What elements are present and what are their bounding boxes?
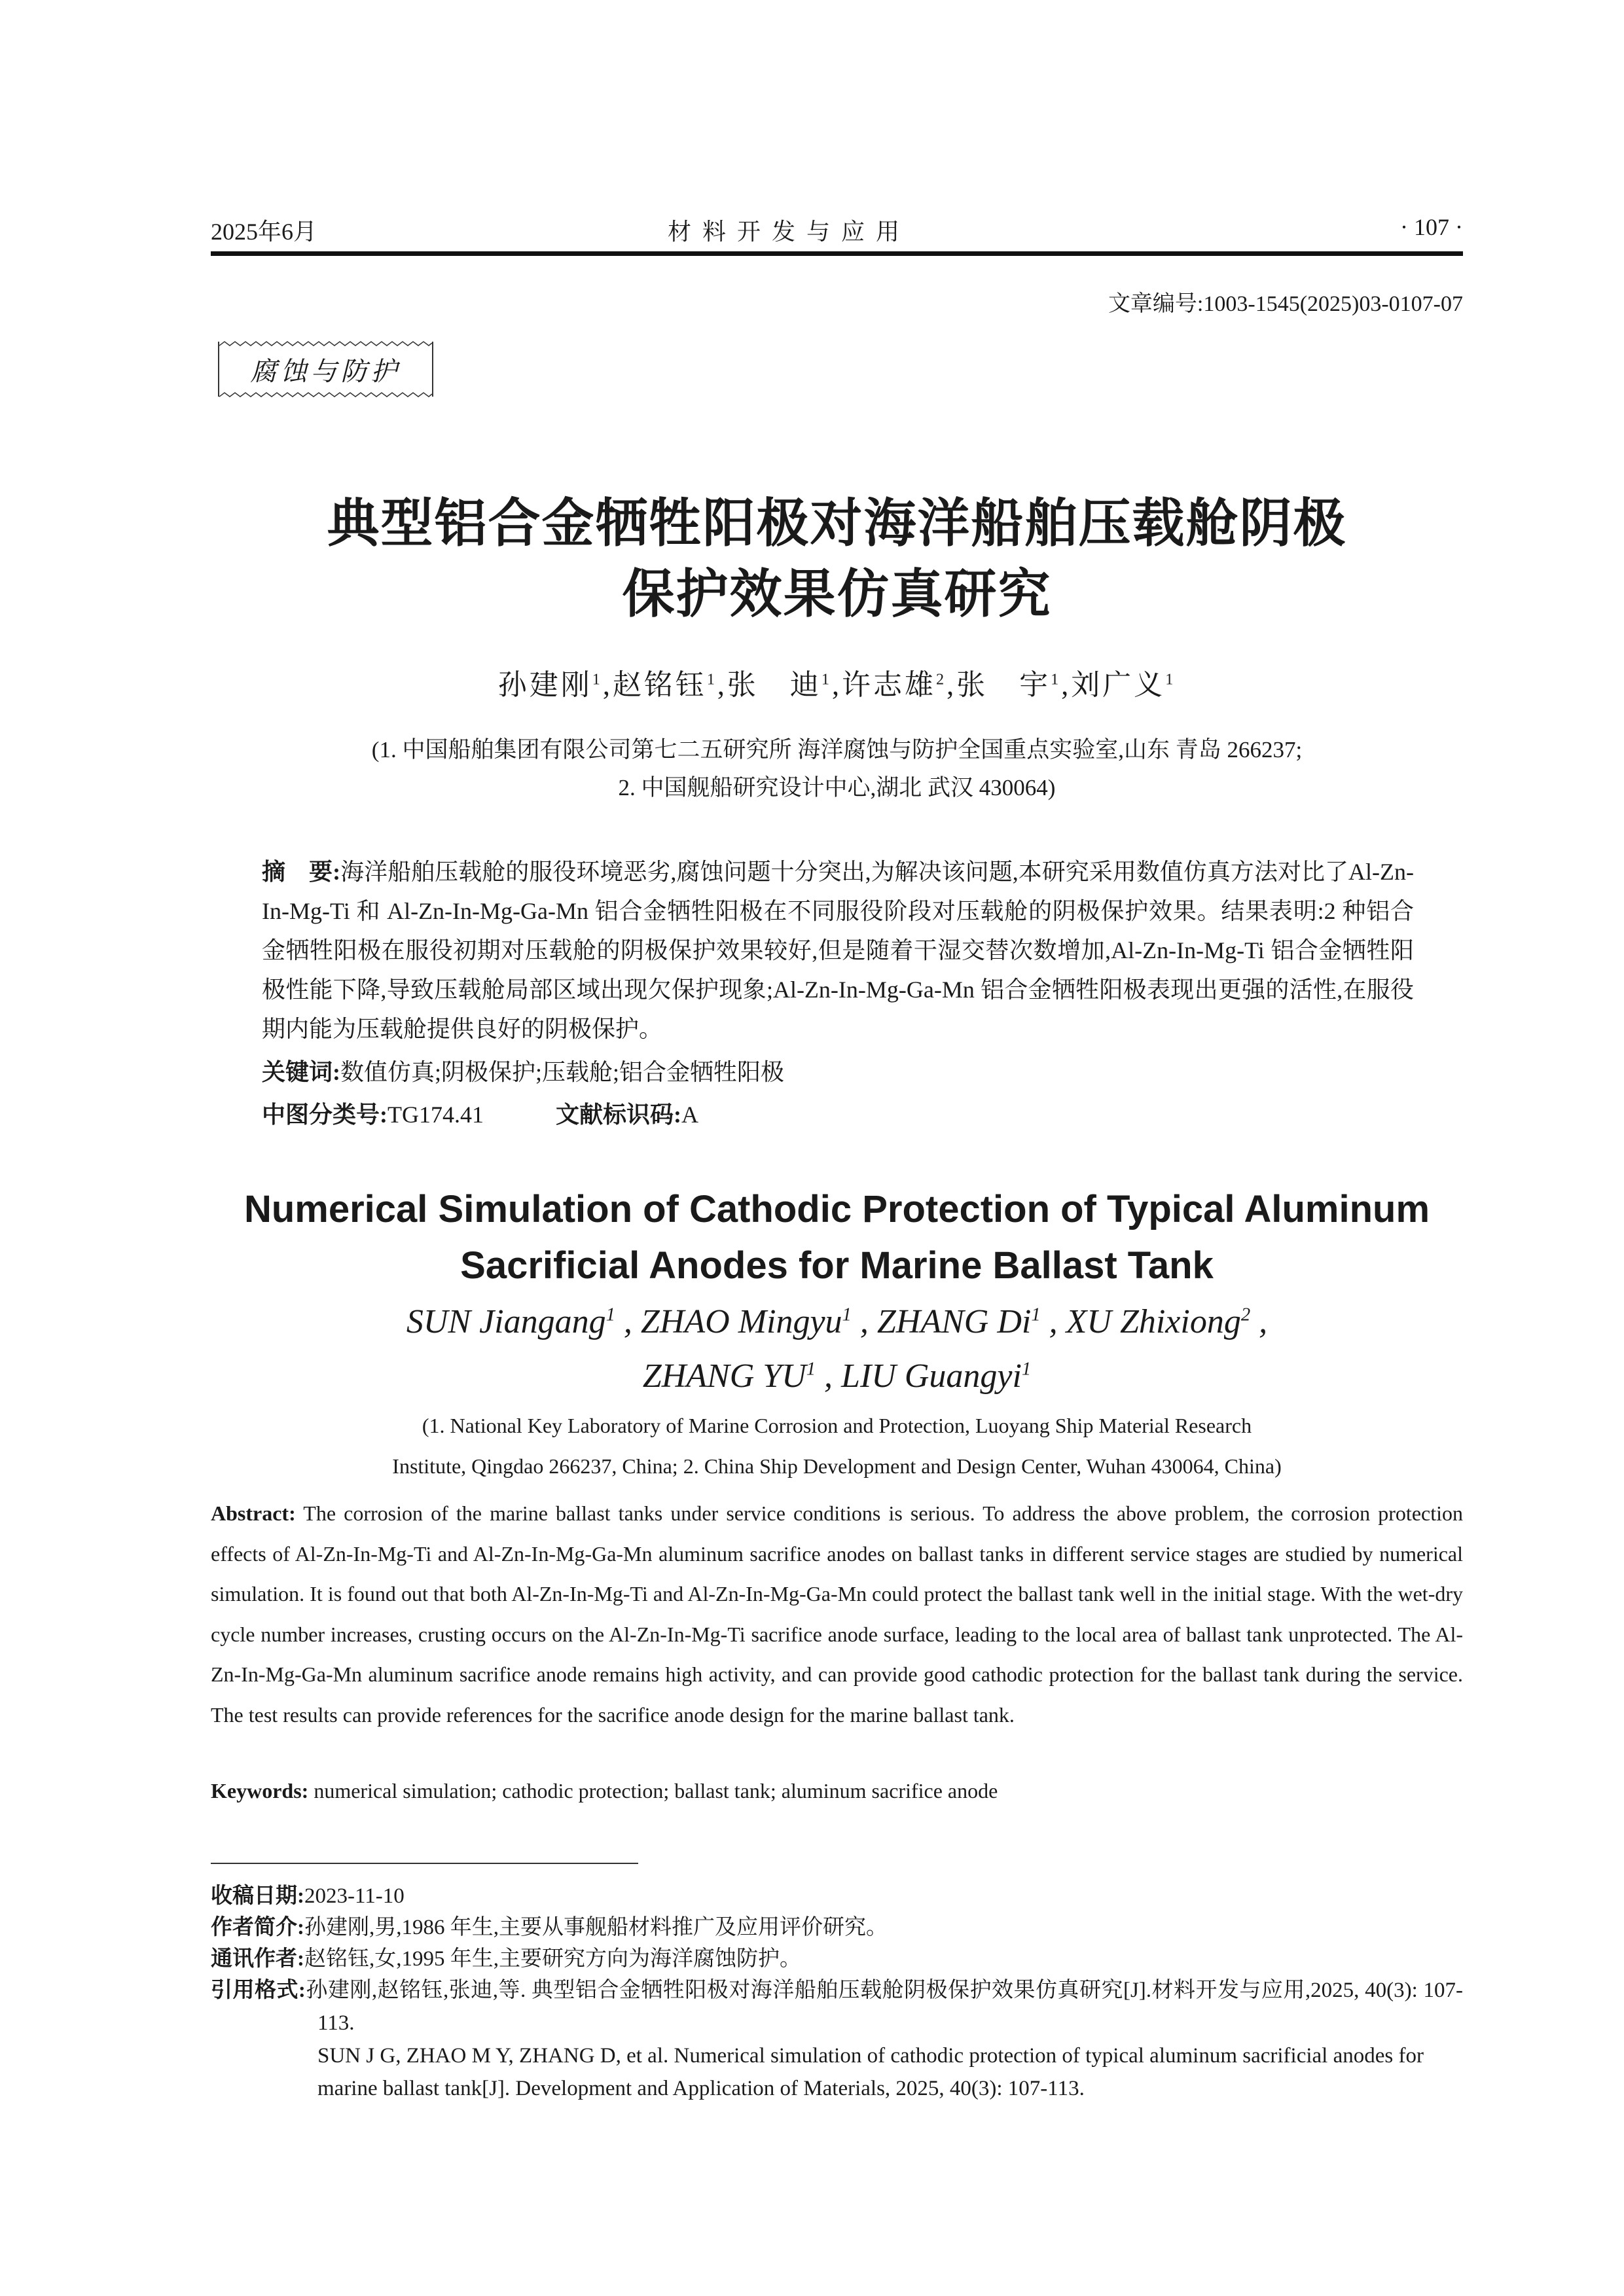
author: ZHAO Mingyu: [640, 1303, 842, 1340]
author: LIU Guangyi: [841, 1357, 1022, 1395]
doc-code-label: 文献标识码:: [556, 1102, 681, 1128]
author-affiliation-mark: 1: [1021, 1359, 1032, 1380]
abstract-en-text: The corrosion of the marine ballast tanks under service conditions is serious. To address the above problem, the corrosion protection effects of Al-Zn-In-Mg-Ti and Al-Zn-In-Mg-Ga-Mn aluminum sacrifice anodes on ballast tanks in different service stages are studied by numerical simulation. It is found out that both Al-Zn-In-Mg-Ti and Al-Zn-In-Mg-Ga-Mn could protect the ballast tank well in the initial stage. With the wet-dry cycle number increases, crusting occurs on the Al-Zn-In-Mg-Ti sacrifice anode surface, leading to the local area of ballast tank unprotected. The Al-Zn-In-Mg-Ga-Mn aluminum sacrifice anode remains high activity, and can provide good cathodic protection for the ballast tank during the service. The test results can provide references for the sacrifice anode design for the marine ballast tank.: [211, 1501, 1464, 1727]
keywords-en-text: numerical simulation; cathodic protection; ballast tank; aluminum sacrifice anode: [308, 1779, 998, 1803]
author-affiliation-mark: 1: [1051, 670, 1062, 689]
author-affiliation-mark: 1: [1031, 1304, 1041, 1325]
affiliation-en-1: (1. National Key Laboratory of Marine Corrosion and Protection, Luoyang Ship Material Research: [422, 1414, 1252, 1437]
category-label: 腐蚀与防护: [250, 356, 401, 386]
title-cn-line1: 典型铝合金牺牲阳极对海洋船舶压载舱阴极: [327, 495, 1347, 553]
author-affiliation-mark: 1: [842, 1304, 852, 1325]
zigzag-border-top: [219, 340, 432, 347]
received-date: 2023-11-10: [304, 1884, 405, 1908]
title-en-line1: Numerical Simulation of Cathodic Protection of Typical Aluminum: [244, 1188, 1430, 1230]
authors-en-line1: SUN Jiangang$^1$ , ZHAO Mingyu$^1$ , ZHANG Di$^1$ , XU Zhixiong$^2$ ,: [406, 1303, 1268, 1340]
author: ZHANG Di: [876, 1303, 1032, 1340]
author-affiliation-mark: 2: [1240, 1304, 1251, 1325]
clc-value: TG174.41: [388, 1102, 484, 1128]
author-affiliation-mark: 1: [806, 1359, 816, 1380]
author: 刘广义: [1071, 669, 1166, 701]
citation-cn: 孙建刚,赵铭钰,张迪,等. 典型铝合金牺牲阳极对海洋船舶压载舱阴极保护效果仿真研究[J].材料开发与应用,2025, 40(3): 107-113.: [305, 1979, 1463, 2035]
affiliation-cn-1: (1. 中国船舶集团有限公司第七二五研究所 海洋腐蚀与防护全国重点实验室,山东 青岛 266237;: [371, 737, 1303, 762]
header-date: 2025年6月: [211, 219, 317, 245]
footnote-rule: [211, 1863, 638, 1864]
title-en-line2: Sacrificial Anodes for Marine Ballast Tank: [460, 1244, 1214, 1287]
author: 张 迪: [727, 669, 821, 701]
keywords-cn: [262, 1052, 1414, 1092]
author: 张 宇: [956, 669, 1051, 701]
zigzag-border-bottom: [219, 391, 432, 398]
received-label: 收稿日期:: [211, 1884, 304, 1908]
keywords-en-label: Keywords:: [211, 1779, 309, 1803]
keywords-cn-label: 关键词:: [262, 1059, 340, 1085]
author: ZHANG YU: [642, 1357, 806, 1395]
bio-label: 作者简介:: [211, 1916, 304, 1939]
header-journal: 材 料 开 发 与 应 用: [668, 219, 903, 245]
article-number: 文章编号:1003-1545(2025)03-0107-07: [1108, 292, 1463, 316]
title-cn-line2: 保护效果仿真研究: [622, 566, 1052, 624]
corresponding-text: 赵铭钰,女,1995 年生,主要研究方向为海洋腐蚀防护。: [304, 1947, 801, 1971]
abstract-cn-text: 海洋船舶压载舱的服役环境恶劣,腐蚀问题十分突出,为解决该问题,本研究采用数值仿真方法对比了Al-Zn-In-Mg-Ti 和 Al-Zn-In-Mg-Ga-Mn 铝合金牺牲阳极在不同服役阶段对压载舱的阴极保护效果。结果表明:2 种铝合金牺牲阳极在服役初期对压载舱的阴极保护效果较好,但是随着干湿交替次数增加,Al-Zn-In-Mg-Ti 铝合金牺牲阳极性能下降,导致压载舱局部区域出现欠保护现象;Al-Zn-In-Mg-Ga-Mn 铝合金牺牲阳极表现出更强的活性,在服役期内能为压载舱提供良好的阴极保护。: [262, 859, 1414, 1042]
bio-text: 孙建刚,男,1986 年生,主要从事舰船材料推广及应用评价研究。: [304, 1916, 888, 1939]
author: 孙建刚: [497, 669, 592, 701]
author-affiliation-mark: 2: [936, 670, 947, 689]
author: 赵铭钰: [612, 669, 707, 701]
abstract-en-label: Abstract:: [211, 1501, 296, 1525]
author-affiliation-mark: 1: [605, 1304, 615, 1325]
keywords-en: [211, 1779, 998, 1803]
author: SUN Jiangang: [406, 1303, 606, 1340]
author-affiliation-mark: 1: [821, 670, 832, 689]
citation-label: 引用格式:: [211, 1979, 306, 2002]
affiliation-cn-2: 2. 中国舰船研究设计中心,湖北 武汉 430064): [618, 775, 1056, 800]
footnote-corresponding: [211, 1943, 1463, 1975]
category-box: [218, 342, 433, 397]
abstract-cn: [262, 852, 1414, 1049]
affiliation-en-2: Institute, Qingdao 266237, China; 2. China Ship Development and Design Center, Wuhan 430064, China): [392, 1454, 1282, 1478]
author-affiliation-mark: 1: [706, 670, 717, 689]
footnote-received: [211, 1880, 1463, 1912]
authors-cn: 孙建刚$^1$,赵铭钰$^1$,张 迪$^1$,许志雄$^2$,张 宇$^1$,刘广义$^1$: [497, 669, 1176, 701]
author: 许志雄: [842, 669, 936, 701]
doc-code-value: A: [681, 1102, 698, 1128]
abstract-en: [211, 1494, 1463, 1735]
keywords-cn-text: 数值仿真;阴极保护;压载舱;铝合金牺牲阳极: [340, 1059, 785, 1085]
footnote-bio: [211, 1911, 1463, 1944]
footnote-citation: [211, 1974, 1463, 2105]
author-affiliation-mark: 1: [592, 670, 603, 689]
author-affiliation-mark: 1: [1165, 670, 1176, 689]
author: XU Zhixiong: [1066, 1303, 1241, 1340]
citation-en: SUN J G, ZHAO M Y, ZHANG D, et al. Numerical simulation of cathodic protection of typical aluminum sacrificial anodes for marine ballast tank[J]. Development and Application of Materials, 2025, 40(3): 107-113.: [317, 2044, 1424, 2100]
clc-label: 中图分类号:: [262, 1102, 388, 1128]
header-rule: [211, 251, 1463, 256]
abstract-cn-label: 摘 要:: [262, 859, 341, 885]
authors-en-line2: ZHANG $YU^1$ , LIU Guangyi$^1$: [642, 1357, 1032, 1395]
corresponding-label: 通讯作者:: [211, 1947, 304, 1971]
classification: [262, 1095, 1414, 1134]
header-page-number: · 107 ·: [1400, 214, 1463, 240]
